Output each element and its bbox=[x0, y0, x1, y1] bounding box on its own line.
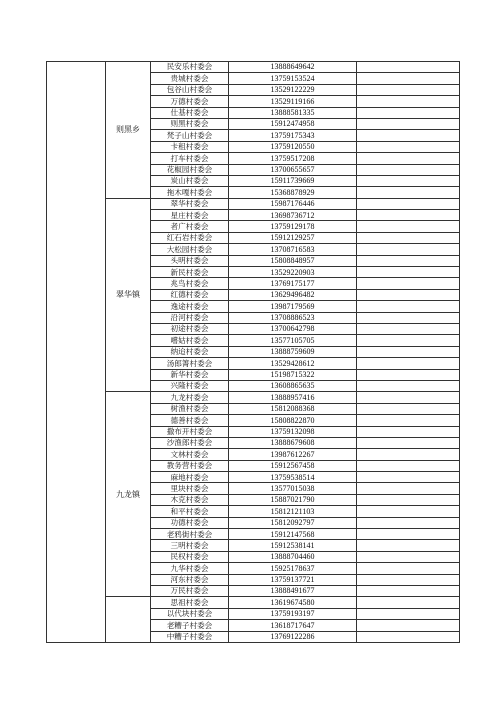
empty-cell bbox=[357, 244, 460, 255]
empty-cell bbox=[357, 96, 460, 107]
empty-cell bbox=[357, 426, 460, 437]
empty-cell bbox=[357, 323, 460, 334]
phone-cell: 13529220903 bbox=[229, 267, 357, 278]
phone-cell: 15887021790 bbox=[229, 494, 357, 505]
phone-cell: 13888679608 bbox=[229, 437, 357, 448]
phone-cell: 13888759609 bbox=[229, 346, 357, 357]
empty-cell bbox=[357, 460, 460, 471]
empty-cell bbox=[357, 198, 460, 209]
phone-cell: 15808822870 bbox=[229, 415, 357, 426]
phone-cell: 13698736712 bbox=[229, 210, 357, 221]
phone-cell: 13888491677 bbox=[229, 585, 357, 596]
phone-cell: 13759129178 bbox=[229, 221, 357, 232]
empty-cell bbox=[357, 289, 460, 300]
committee-name-cell: 大松园村委会 bbox=[151, 244, 229, 255]
committee-name-cell: 万民村委会 bbox=[151, 585, 229, 596]
phone-cell: 13888581335 bbox=[229, 107, 357, 118]
committee-name-cell: 老鸦街村委会 bbox=[151, 529, 229, 540]
phone-cell: 13759153524 bbox=[229, 73, 357, 84]
empty-cell bbox=[357, 312, 460, 323]
committee-name-cell: 红德村委会 bbox=[151, 289, 229, 300]
empty-cell bbox=[357, 380, 460, 391]
county-cell bbox=[47, 62, 106, 643]
empty-cell bbox=[357, 449, 460, 460]
empty-cell bbox=[357, 346, 460, 357]
phone-cell: 13769122286 bbox=[229, 631, 357, 642]
phone-cell: 13759193197 bbox=[229, 608, 357, 619]
phone-cell: 13629496482 bbox=[229, 289, 357, 300]
phone-cell: 15912129257 bbox=[229, 232, 357, 243]
empty-cell bbox=[357, 597, 460, 608]
phone-cell: 13700642798 bbox=[229, 323, 357, 334]
phone-cell: 15812121103 bbox=[229, 506, 357, 517]
phone-cell: 13577015038 bbox=[229, 483, 357, 494]
phone-cell: 13759538514 bbox=[229, 472, 357, 483]
committee-name-cell: 河东村委会 bbox=[151, 574, 229, 585]
town-cell bbox=[106, 597, 151, 643]
committee-name-cell: 则黑村委会 bbox=[151, 118, 229, 129]
empty-cell bbox=[357, 472, 460, 483]
committee-name-cell: 沿河村委会 bbox=[151, 312, 229, 323]
empty-cell bbox=[357, 574, 460, 585]
committee-name-cell: 兴隆村委会 bbox=[151, 380, 229, 391]
table-row bbox=[47, 62, 460, 73]
phone-cell: 15925178637 bbox=[229, 563, 357, 574]
empty-cell bbox=[357, 141, 460, 152]
empty-cell bbox=[357, 255, 460, 266]
empty-cell bbox=[357, 494, 460, 505]
village-committee-table bbox=[46, 61, 460, 643]
committee-name-cell: 打车村委会 bbox=[151, 153, 229, 164]
committee-name-cell: 树渔村委会 bbox=[151, 403, 229, 414]
empty-cell bbox=[357, 118, 460, 129]
phone-cell: 15912567458 bbox=[229, 460, 357, 471]
phone-cell: 15987176446 bbox=[229, 198, 357, 209]
phone-cell: 13708716583 bbox=[229, 244, 357, 255]
empty-cell bbox=[357, 540, 460, 551]
empty-cell bbox=[357, 392, 460, 403]
phone-cell: 13529122229 bbox=[229, 84, 357, 95]
empty-cell bbox=[357, 551, 460, 562]
phone-cell: 13529428612 bbox=[229, 358, 357, 369]
committee-name-cell: 红石岩村委会 bbox=[151, 232, 229, 243]
committee-name-cell: 木克村委会 bbox=[151, 494, 229, 505]
town-cell: 翠华镇 bbox=[106, 198, 151, 392]
empty-cell bbox=[357, 232, 460, 243]
table-row bbox=[47, 198, 460, 209]
committee-name-cell: 撒布开村委会 bbox=[151, 426, 229, 437]
committee-name-cell: 里块村委会 bbox=[151, 483, 229, 494]
committee-name-cell: 兆鸟村委会 bbox=[151, 278, 229, 289]
phone-cell: 13759175343 bbox=[229, 130, 357, 141]
committee-name-cell: 中糟子村委会 bbox=[151, 631, 229, 642]
phone-cell: 13987612267 bbox=[229, 449, 357, 460]
empty-cell bbox=[357, 107, 460, 118]
committee-name-cell: 文林村委会 bbox=[151, 449, 229, 460]
phone-cell: 15912147568 bbox=[229, 529, 357, 540]
committee-name-cell: 功德村委会 bbox=[151, 517, 229, 528]
empty-cell bbox=[357, 415, 460, 426]
committee-name-cell: 教务营村委会 bbox=[151, 460, 229, 471]
phone-cell: 15198715322 bbox=[229, 369, 357, 380]
phone-cell: 13619674580 bbox=[229, 597, 357, 608]
empty-cell bbox=[357, 278, 460, 289]
committee-name-cell: 初途村委会 bbox=[151, 323, 229, 334]
empty-cell bbox=[357, 153, 460, 164]
phone-cell: 13759517208 bbox=[229, 153, 357, 164]
committee-name-cell: 翠华村委会 bbox=[151, 198, 229, 209]
phone-cell: 15812088368 bbox=[229, 403, 357, 414]
committee-name-cell: 逸途村委会 bbox=[151, 301, 229, 312]
phone-cell: 13759120550 bbox=[229, 141, 357, 152]
town-cell: 则黑乡 bbox=[106, 62, 151, 199]
table-row bbox=[47, 597, 460, 608]
empty-cell bbox=[357, 62, 460, 73]
committee-name-cell: 贵城村委会 bbox=[151, 73, 229, 84]
empty-cell bbox=[357, 187, 460, 198]
phone-cell: 15911739669 bbox=[229, 175, 357, 186]
phone-cell: 13769175177 bbox=[229, 278, 357, 289]
committee-name-cell: 新民村委会 bbox=[151, 267, 229, 278]
phone-cell: 13759132098 bbox=[229, 426, 357, 437]
empty-cell bbox=[357, 403, 460, 414]
committee-name-cell: 包谷山村委会 bbox=[151, 84, 229, 95]
phone-cell: 13888957416 bbox=[229, 392, 357, 403]
empty-cell bbox=[357, 267, 460, 278]
empty-cell bbox=[357, 631, 460, 642]
phone-cell: 15912538141 bbox=[229, 540, 357, 551]
committee-name-cell: 德善村委会 bbox=[151, 415, 229, 426]
phone-cell: 13700655657 bbox=[229, 164, 357, 175]
committee-name-cell: 炭山村委会 bbox=[151, 175, 229, 186]
committee-name-cell: 汤郎箐村委会 bbox=[151, 358, 229, 369]
committee-name-cell: 者广村委会 bbox=[151, 221, 229, 232]
empty-cell bbox=[357, 620, 460, 631]
committee-name-cell: 九龙村委会 bbox=[151, 392, 229, 403]
empty-cell bbox=[357, 529, 460, 540]
empty-cell bbox=[357, 130, 460, 141]
phone-cell: 13608865635 bbox=[229, 380, 357, 391]
phone-cell: 13708886523 bbox=[229, 312, 357, 323]
table-row bbox=[47, 392, 460, 403]
committee-name-cell: 纳迨村委会 bbox=[151, 346, 229, 357]
committee-name-cell: 嚐姑村委会 bbox=[151, 335, 229, 346]
committee-name-cell: 新华村委会 bbox=[151, 369, 229, 380]
committee-name-cell: 三明村委会 bbox=[151, 540, 229, 551]
empty-cell bbox=[357, 358, 460, 369]
committee-name-cell: 头明村委会 bbox=[151, 255, 229, 266]
committee-name-cell: 花椒园村委会 bbox=[151, 164, 229, 175]
table-body bbox=[47, 62, 460, 643]
phone-cell: 13618717647 bbox=[229, 620, 357, 631]
committee-name-cell: 万德村委会 bbox=[151, 96, 229, 107]
phone-cell: 15812092797 bbox=[229, 517, 357, 528]
empty-cell bbox=[357, 585, 460, 596]
phone-cell: 13577105705 bbox=[229, 335, 357, 346]
committee-name-cell: 麻地村委会 bbox=[151, 472, 229, 483]
phone-cell: 13529119166 bbox=[229, 96, 357, 107]
empty-cell bbox=[357, 73, 460, 84]
empty-cell bbox=[357, 335, 460, 346]
empty-cell bbox=[357, 84, 460, 95]
empty-cell bbox=[357, 517, 460, 528]
empty-cell bbox=[357, 608, 460, 619]
committee-name-cell: 拖木嘎村委会 bbox=[151, 187, 229, 198]
committee-name-cell: 以代块村委会 bbox=[151, 608, 229, 619]
committee-name-cell: 梵子山村委会 bbox=[151, 130, 229, 141]
committee-name-cell: 思祖村委会 bbox=[151, 597, 229, 608]
phone-cell: 13888649642 bbox=[229, 62, 357, 73]
empty-cell bbox=[357, 175, 460, 186]
phone-cell: 13888704460 bbox=[229, 551, 357, 562]
empty-cell bbox=[357, 483, 460, 494]
empty-cell bbox=[357, 369, 460, 380]
phone-cell: 13987179569 bbox=[229, 301, 357, 312]
empty-cell bbox=[357, 563, 460, 574]
committee-name-cell: 卡租村委会 bbox=[151, 141, 229, 152]
committee-name-cell: 仕基村委会 bbox=[151, 107, 229, 118]
committee-name-cell: 民安乐村委会 bbox=[151, 62, 229, 73]
committee-name-cell: 民权村委会 bbox=[151, 551, 229, 562]
phone-cell: 13759137721 bbox=[229, 574, 357, 585]
empty-cell bbox=[357, 437, 460, 448]
committee-name-cell: 和平村委会 bbox=[151, 506, 229, 517]
committee-name-cell: 星庄村委会 bbox=[151, 210, 229, 221]
phone-cell: 15912474958 bbox=[229, 118, 357, 129]
empty-cell bbox=[357, 301, 460, 312]
committee-name-cell: 沙渔郎村委会 bbox=[151, 437, 229, 448]
empty-cell bbox=[357, 164, 460, 175]
empty-cell bbox=[357, 506, 460, 517]
committee-name-cell: 老糟子村委会 bbox=[151, 620, 229, 631]
town-cell: 九龙镇 bbox=[106, 392, 151, 597]
phone-cell: 15808848957 bbox=[229, 255, 357, 266]
empty-cell bbox=[357, 210, 460, 221]
phone-cell: 15368878929 bbox=[229, 187, 357, 198]
committee-name-cell: 九华村委会 bbox=[151, 563, 229, 574]
empty-cell bbox=[357, 221, 460, 232]
